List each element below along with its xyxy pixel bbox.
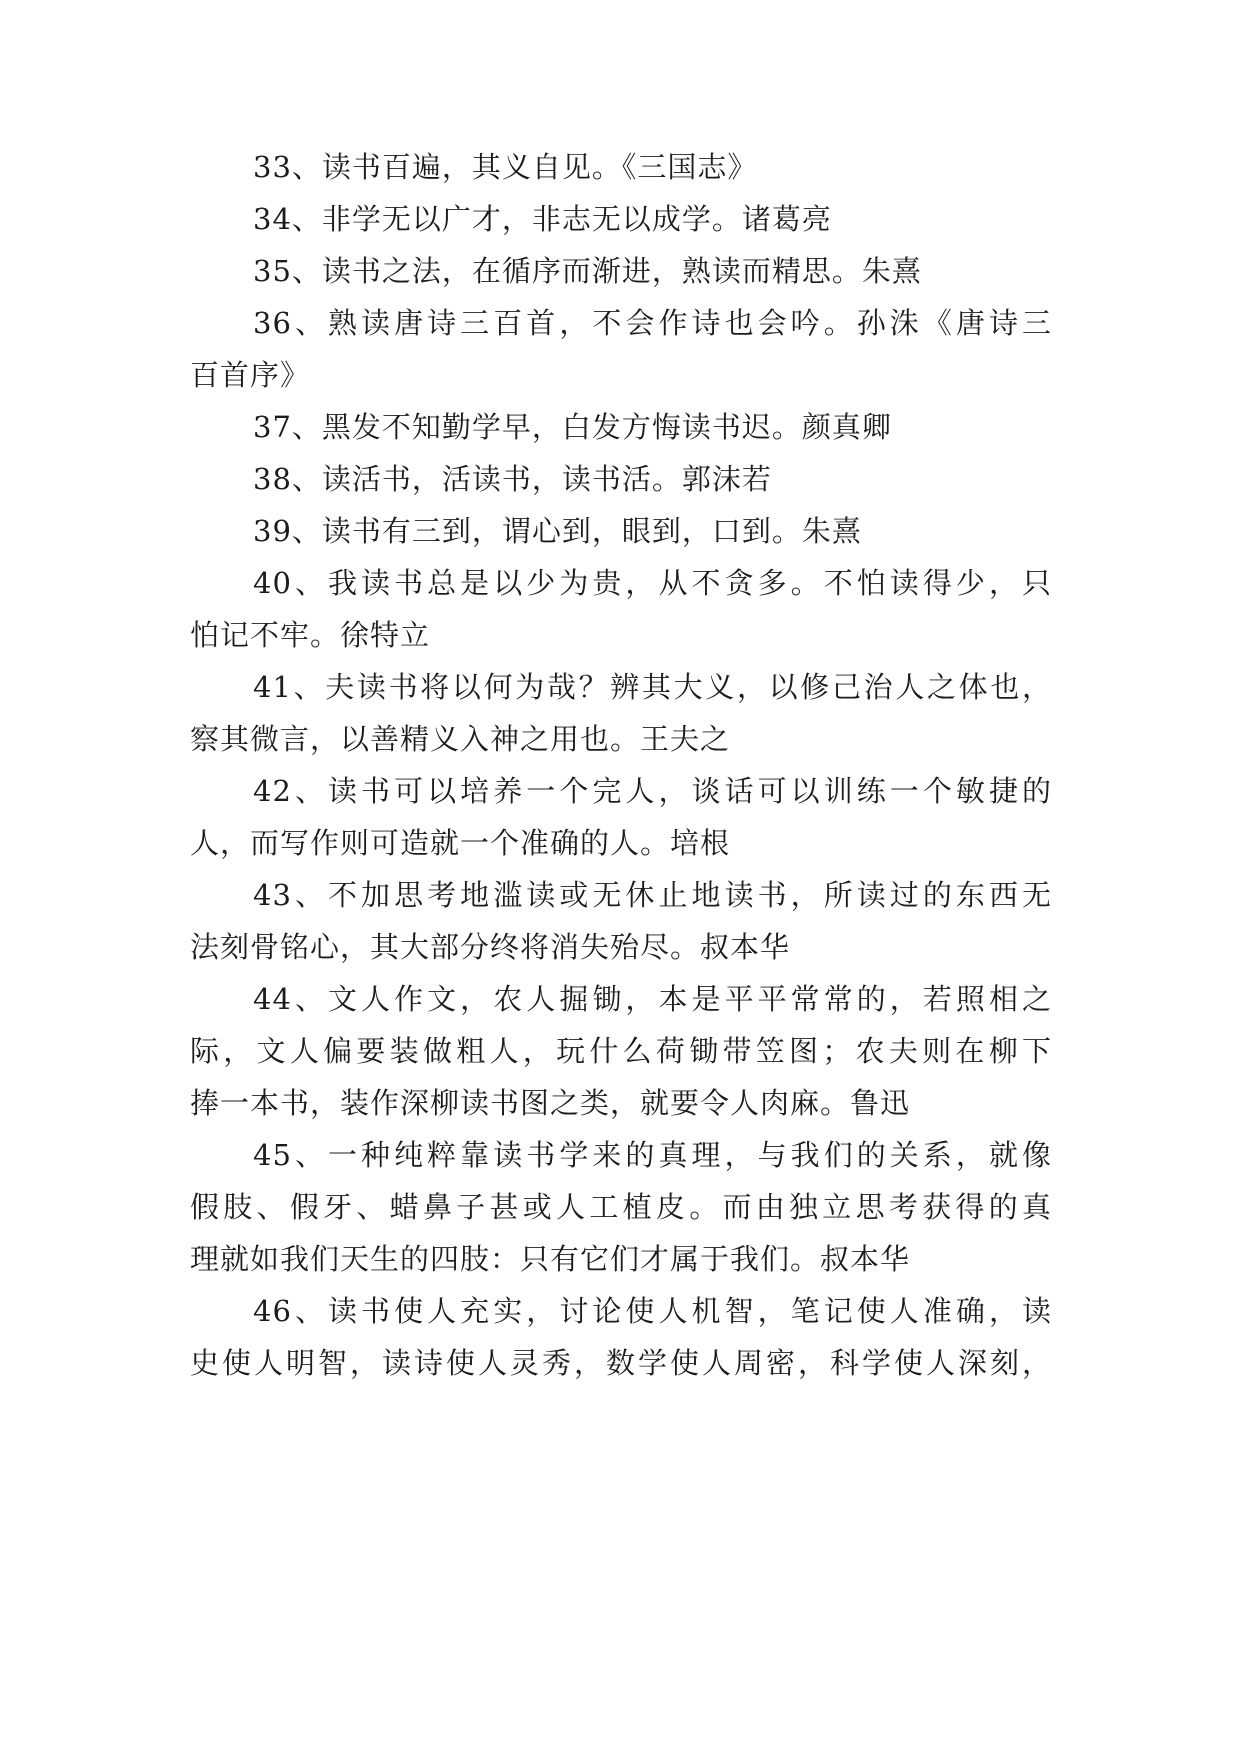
quote-paragraph [190, 557, 1052, 661]
quote-line: 44、文人作文，农人掘锄，本是平平常常的，若照相之 [253, 982, 1052, 1016]
quote-line: 百首序》 [190, 358, 311, 392]
quote-line: 40、我读书总是以少为贵，从不贪多。不怕读得少，只 [253, 566, 1052, 600]
quote-line: 人，而写作则可造就一个准确的人。培根 [190, 826, 731, 860]
quote-paragraph [190, 1129, 1052, 1285]
quote-line: 45、一种纯粹靠读书学来的真理，与我们的关系，就像 [253, 1138, 1052, 1172]
quote-line: 法刻骨铭心，其大部分终将消失殆尽。叔本华 [190, 930, 791, 964]
quote-line: 33、读书百遍，其义自见。《三国志》 [253, 150, 758, 184]
quote-paragraph [190, 297, 1052, 401]
quote-line: 34、非学无以广才，非志无以成学。诸葛亮 [253, 202, 832, 236]
quote-paragraph [190, 869, 1052, 973]
quote-paragraph [190, 765, 1052, 869]
quote-paragraph [190, 193, 1052, 245]
quote-paragraph [190, 1285, 1052, 1389]
quote-line: 际，文人偏要装做粗人，玩什么荷锄带笠图；农夫则在柳下 [190, 1034, 1052, 1068]
quote-line: 38、读活书，活读书，读书活。郭沫若 [253, 462, 772, 496]
quote-paragraph [190, 401, 1052, 453]
quote-line: 43、不加思考地滥读或无休止地读书，所读过的东西无 [253, 878, 1052, 912]
quote-line: 42、读书可以培养一个完人，谈话可以训练一个敏捷的 [253, 774, 1052, 808]
quote-line: 怕记不牢。徐特立 [190, 618, 431, 652]
quote-paragraph [190, 453, 1052, 505]
quote-line: 史使人明智，读诗使人灵秀，数学使人周密，科学使人深刻， [190, 1346, 1052, 1380]
quote-paragraph [190, 661, 1052, 765]
quote-line: 捧一本书，装作深柳读书图之类，就要令人肉麻。鲁迅 [190, 1086, 911, 1120]
quote-line: 41、夫读书将以何为哉？辨其大义，以修己治人之体也， [253, 670, 1052, 704]
quote-line: 理就如我们天生的四肢：只有它们才属于我们。叔本华 [190, 1242, 911, 1276]
quote-line: 36、熟读唐诗三百首，不会作诗也会吟。孙洙《唐诗三 [253, 306, 1052, 340]
quote-line: 察其微言，以善精义入神之用也。王夫之 [190, 722, 731, 756]
quote-line: 37、黑发不知勤学早，白发方悔读书迟。颜真卿 [253, 410, 892, 444]
quote-line: 39、读书有三到，谓心到，眼到，口到。朱熹 [253, 514, 862, 548]
quote-line: 35、读书之法，在循序而渐进，熟读而精思。朱熹 [253, 254, 922, 288]
quote-paragraph [190, 973, 1052, 1129]
quote-paragraph [190, 141, 1052, 193]
quote-line: 假肢、假牙、蜡鼻子甚或人工植皮。而由独立思考获得的真 [190, 1190, 1052, 1224]
document-body [190, 141, 1052, 1389]
quote-line: 46、读书使人充实，讨论使人机智，笔记使人准确，读 [253, 1294, 1052, 1328]
quote-paragraph [190, 505, 1052, 557]
quote-paragraph [190, 245, 1052, 297]
